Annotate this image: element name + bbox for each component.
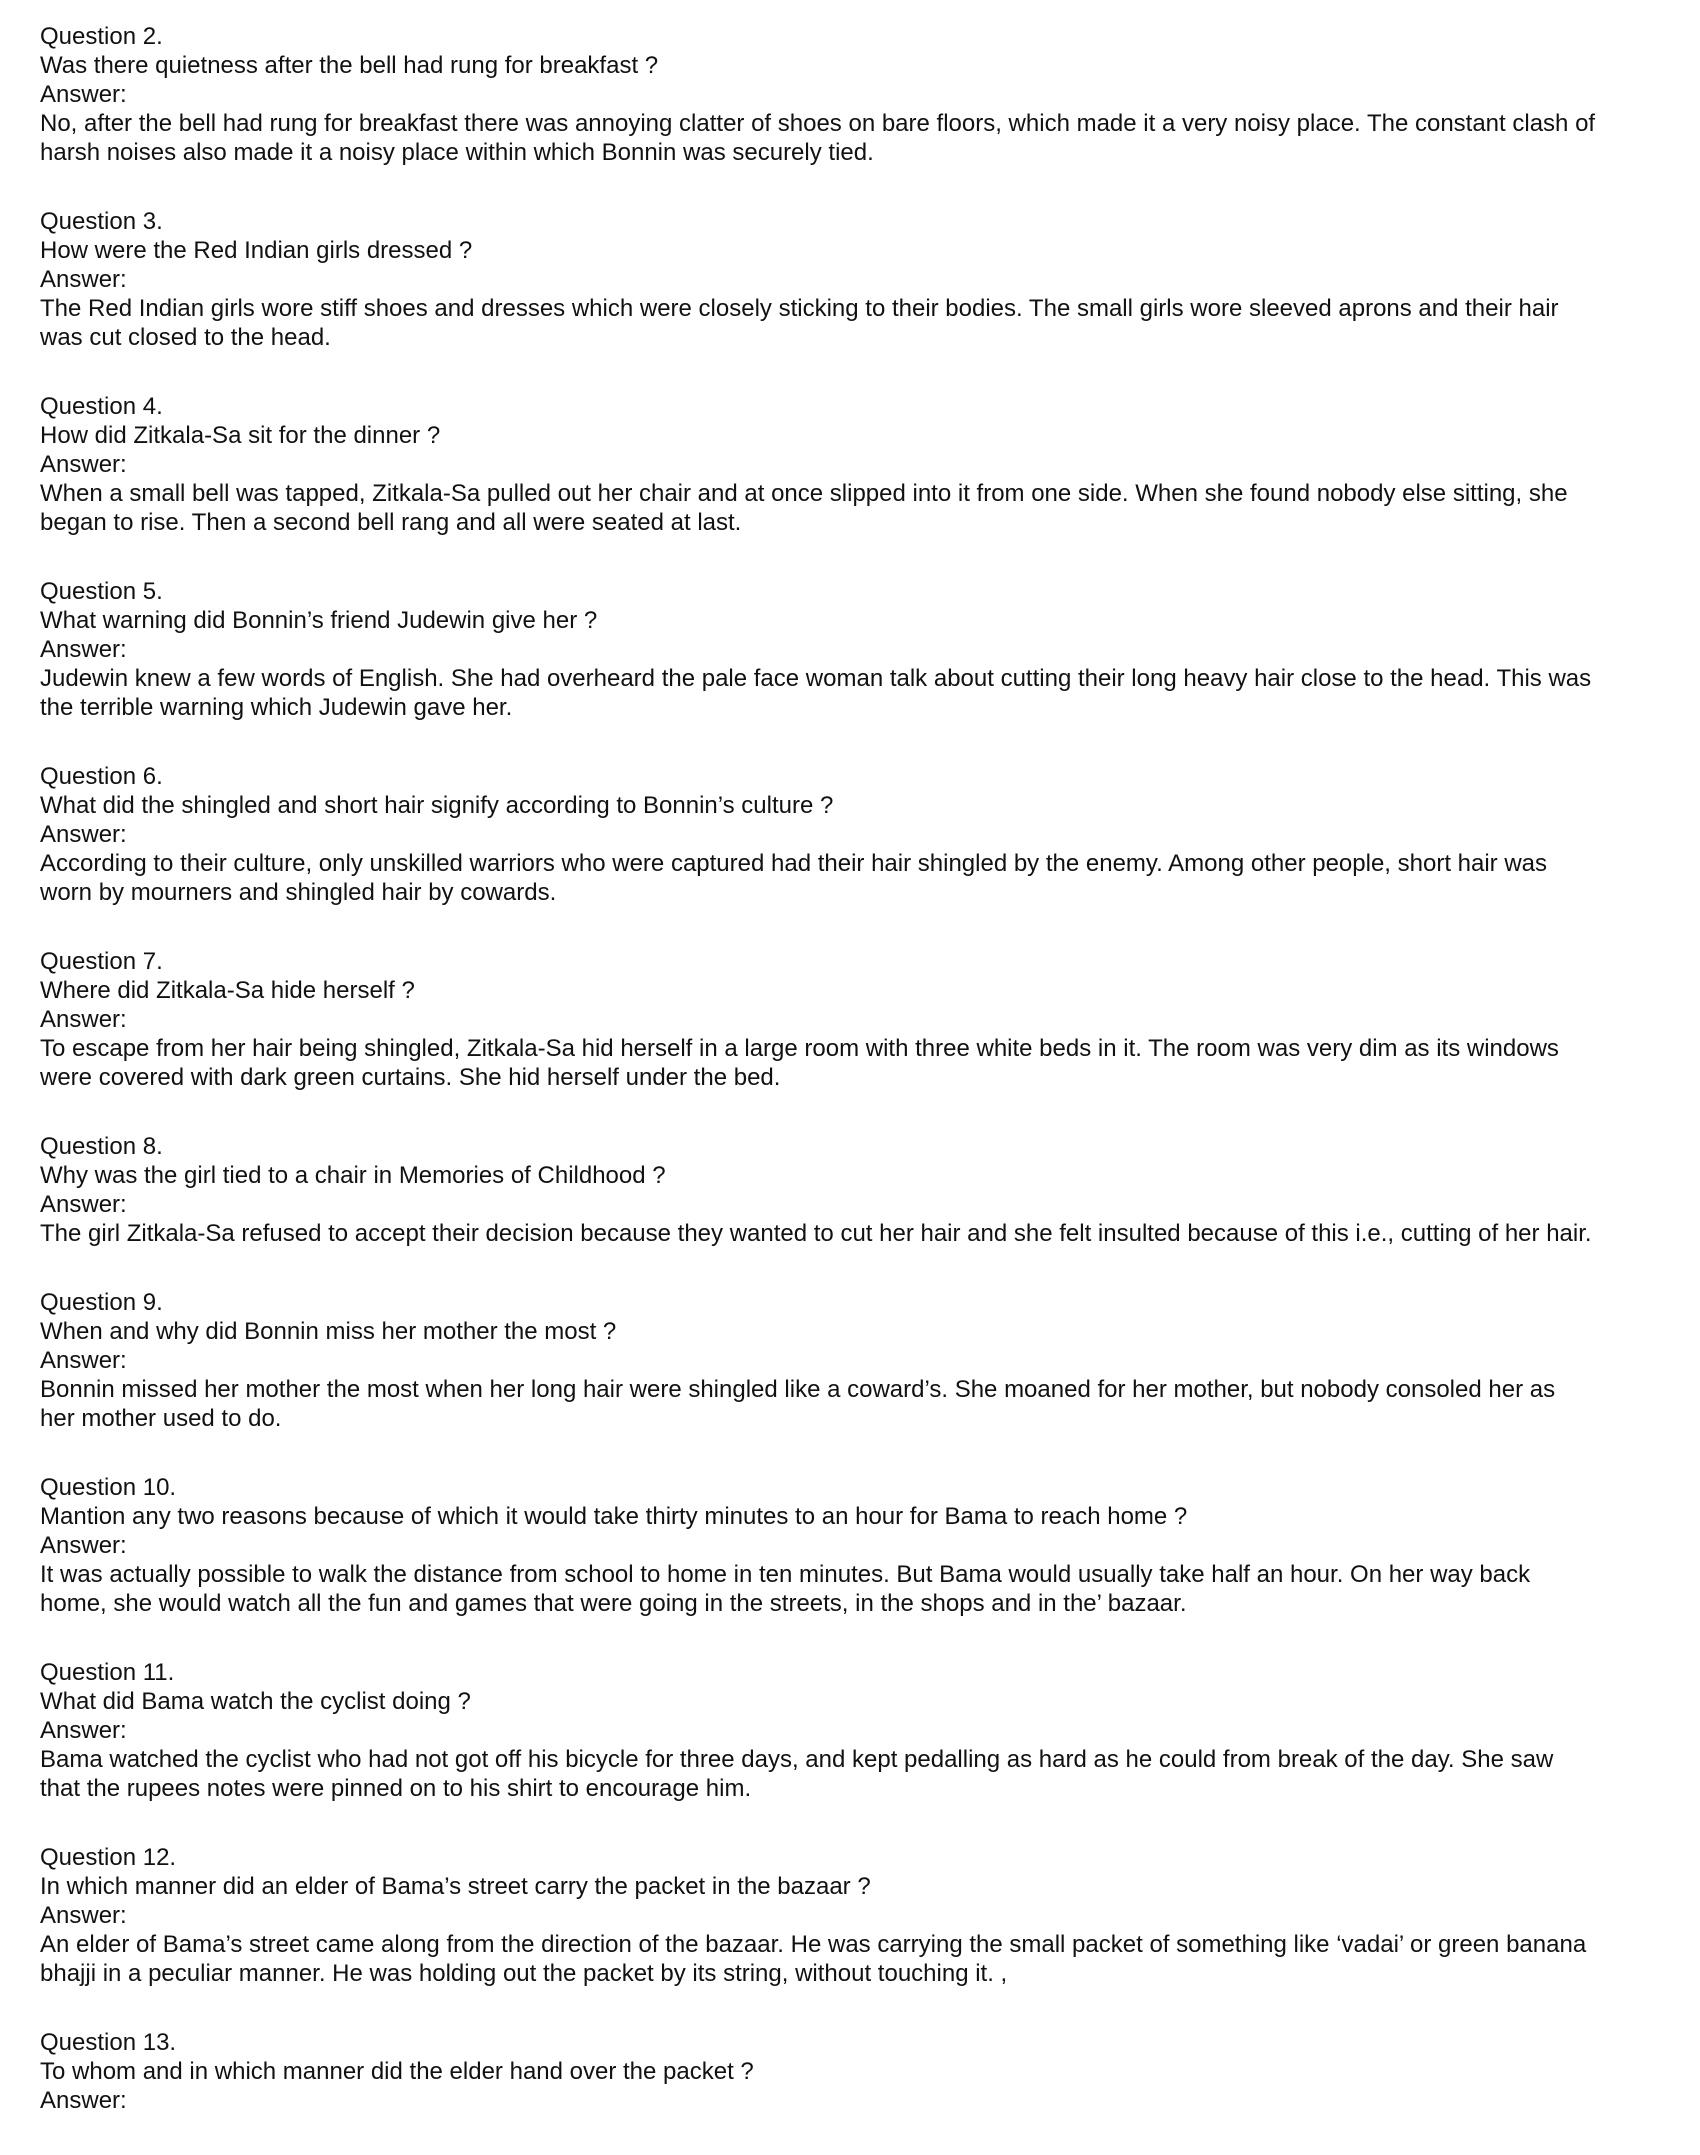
- question-number: Question 3.: [40, 208, 163, 235]
- question-number: Question 12.: [40, 1844, 177, 1871]
- answer-label: Answer:: [40, 821, 127, 848]
- answer-line: home, she would watch all the fun and games that were going in the streets, in the shops and in the’ bazaar.: [40, 1590, 1187, 1617]
- question-text: To whom and in which manner did the elder hand over the packet ?: [40, 2058, 754, 2085]
- answer-line: To escape from her hair being shingled, Zitkala-Sa hid herself in a large room with three white beds in it. The room was very dim as its windows: [40, 1035, 1559, 1062]
- question-number: Question 6.: [40, 763, 163, 790]
- qa-block: [40, 1132, 1680, 1248]
- answer-label: Answer:: [40, 2087, 127, 2114]
- question-text: What did the shingled and short hair signify according to Bonnin’s culture ?: [40, 792, 834, 819]
- document-page: [40, 22, 1680, 2155]
- answer-label: Answer:: [40, 266, 127, 293]
- qa-block: [40, 2028, 1680, 2115]
- question-text: How were the Red Indian girls dressed ?: [40, 237, 473, 264]
- answer-line: The Red Indian girls wore stiff shoes and dresses which were closely sticking to their bodies. The small girls wore sleeved aprons and their hair: [40, 295, 1559, 322]
- answer-line: that the rupees notes were pinned on to his shirt to encourage him.: [40, 1775, 752, 1802]
- answer-label: Answer:: [40, 1717, 127, 1744]
- question-text: What warning did Bonnin’s friend Judewin give her ?: [40, 607, 598, 634]
- answer-line: Judewin knew a few words of English. She had overheard the pale face woman talk about cutting their long heavy hair close to the head. This was: [40, 665, 1592, 692]
- question-text: When and why did Bonnin miss her mother the most ?: [40, 1318, 617, 1345]
- answer-line: began to rise. Then a second bell rang and all were seated at last.: [40, 509, 742, 536]
- question-number: Question 9.: [40, 1289, 163, 1316]
- qa-block: [40, 22, 1680, 167]
- qa-block: [40, 762, 1680, 907]
- qa-block: [40, 1473, 1680, 1618]
- question-text: Why was the girl tied to a chair in Memories of Childhood ?: [40, 1162, 666, 1189]
- qa-block: [40, 1658, 1680, 1803]
- answer-label: Answer:: [40, 81, 127, 108]
- question-text: How did Zitkala-Sa sit for the dinner ?: [40, 422, 441, 449]
- question-number: Question 13.: [40, 2029, 177, 2056]
- answer-label: Answer:: [40, 451, 127, 478]
- question-text: Mantion any two reasons because of which it would take thirty minutes to an hour for Bama to reach home ?: [40, 1503, 1188, 1530]
- answer-line: the terrible warning which Judewin gave her.: [40, 694, 513, 721]
- answer-label: Answer:: [40, 1006, 127, 1033]
- answer-line: According to their culture, only unskilled warriors who were captured had their hair shingled by the enemy. Among other people, short hair was: [40, 850, 1548, 877]
- answer-label: Answer:: [40, 1532, 127, 1559]
- qa-block: [40, 1288, 1680, 1433]
- answer-line: was cut closed to the head.: [40, 324, 331, 351]
- answer-line: It was actually possible to walk the distance from school to home in ten minutes. But Bama would usually take half an hour. On her way back: [40, 1561, 1531, 1588]
- answer-label: Answer:: [40, 1191, 127, 1218]
- answer-label: Answer:: [40, 1902, 127, 1929]
- qa-block: [40, 577, 1680, 722]
- answer-line: bhajji in a peculiar manner. He was holding out the packet by its string, without touching it. ,: [40, 1960, 1008, 1987]
- answer-label: Answer:: [40, 636, 127, 663]
- answer-line: Bama watched the cyclist who had not got off his bicycle for three days, and kept pedalling as hard as he could from break of the day. She saw: [40, 1746, 1554, 1773]
- qa-block: [40, 947, 1680, 1092]
- question-number: Question 11.: [40, 1659, 175, 1686]
- question-number: Question 5.: [40, 578, 163, 605]
- answer-line: An elder of Bama’s street came along from the direction of the bazaar. He was carrying the small packet of something like ‘vadai’ or green banana: [40, 1931, 1587, 1958]
- answer-line: No, after the bell had rung for breakfast there was annoying clatter of shoes on bare floors, which made it a very noisy place. The constant clash of: [40, 110, 1596, 137]
- answer-label: Answer:: [40, 1347, 127, 1374]
- question-text: Where did Zitkala-Sa hide herself ?: [40, 977, 415, 1004]
- question-number: Question 2.: [40, 23, 163, 50]
- question-text: What did Bama watch the cyclist doing ?: [40, 1688, 471, 1715]
- question-number: Question 4.: [40, 393, 163, 420]
- answer-line: harsh noises also made it a noisy place within which Bonnin was securely tied.: [40, 139, 874, 166]
- question-number: Question 7.: [40, 948, 163, 975]
- question-text: Was there quietness after the bell had rung for breakfast ?: [40, 52, 659, 79]
- answer-line: When a small bell was tapped, Zitkala-Sa pulled out her chair and at once slipped into it from one side. When she found nobody else sitting, she: [40, 480, 1568, 507]
- answer-line: her mother used to do.: [40, 1405, 282, 1432]
- qa-block: [40, 207, 1680, 352]
- question-number: Question 8.: [40, 1133, 163, 1160]
- answer-line: The girl Zitkala-Sa refused to accept their decision because they wanted to cut her hair and she felt insulted because of this i.e., cutting of her hair.: [40, 1220, 1592, 1247]
- question-text: In which manner did an elder of Bama’s street carry the packet in the bazaar ?: [40, 1873, 871, 1900]
- answer-line: worn by mourners and shingled hair by cowards.: [40, 879, 557, 906]
- qa-block: [40, 1843, 1680, 1988]
- qa-block: [40, 392, 1680, 537]
- question-number: Question 10.: [40, 1474, 177, 1501]
- answer-line: were covered with dark green curtains. She hid herself under the bed.: [40, 1064, 781, 1091]
- answer-line: Bonnin missed her mother the most when her long hair were shingled like a coward’s. She moaned for her mother, but nobody consoled her as: [40, 1376, 1556, 1403]
